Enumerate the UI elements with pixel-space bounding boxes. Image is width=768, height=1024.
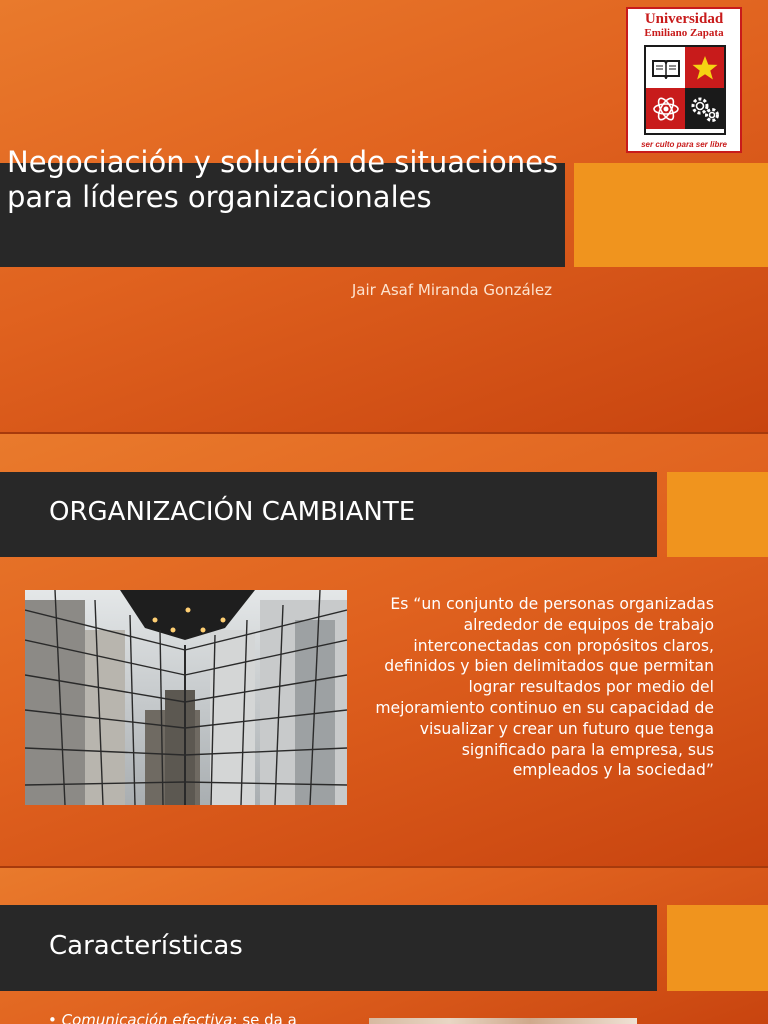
heading-accent-block — [667, 905, 768, 991]
slide-heading: Características — [49, 931, 243, 961]
organization-slide — [0, 434, 768, 866]
bullet-item — [48, 1010, 348, 1024]
book-icon — [646, 47, 685, 88]
title-slide — [0, 0, 768, 432]
glass-building-photo — [25, 590, 347, 805]
gears-icon — [685, 88, 724, 129]
logo-university-name: Universidad Emiliano Zapata — [644, 11, 724, 39]
characteristics-slide — [0, 868, 768, 1024]
author-name: Jair Asaf Miranda González — [351, 281, 552, 299]
slide-heading: ORGANIZACIÓN CAMBIANTE — [49, 497, 416, 527]
presentation-title: Negociación y solución de situaciones para líderes organizacionales — [7, 145, 559, 214]
logo-motto: ser culto para ser libre — [641, 140, 727, 149]
university-logo — [626, 7, 742, 153]
bullet-marker: • — [48, 1011, 57, 1024]
title-accent-block — [574, 163, 768, 267]
organization-definition-quote: Es “un conjunto de personas organizadas alrededor de equipos de trabajo interconectadas con propósitos claros, definidos y bien delimitados que permitan lograr resultados por medio del mejoramiento continuo en su capacidad de visualizar y crear un futuro que tenga significado para la empresa, sus empleados y la sociedad” — [375, 595, 714, 780]
atom-icon — [646, 88, 685, 129]
bullet-term: Comunicación efectiva — [61, 1011, 233, 1024]
logo-shield — [644, 45, 726, 135]
bullet-text: : se da a — [232, 1011, 297, 1024]
partial-photo — [369, 1018, 637, 1024]
heading-accent-block — [667, 472, 768, 557]
star-icon — [685, 47, 724, 88]
